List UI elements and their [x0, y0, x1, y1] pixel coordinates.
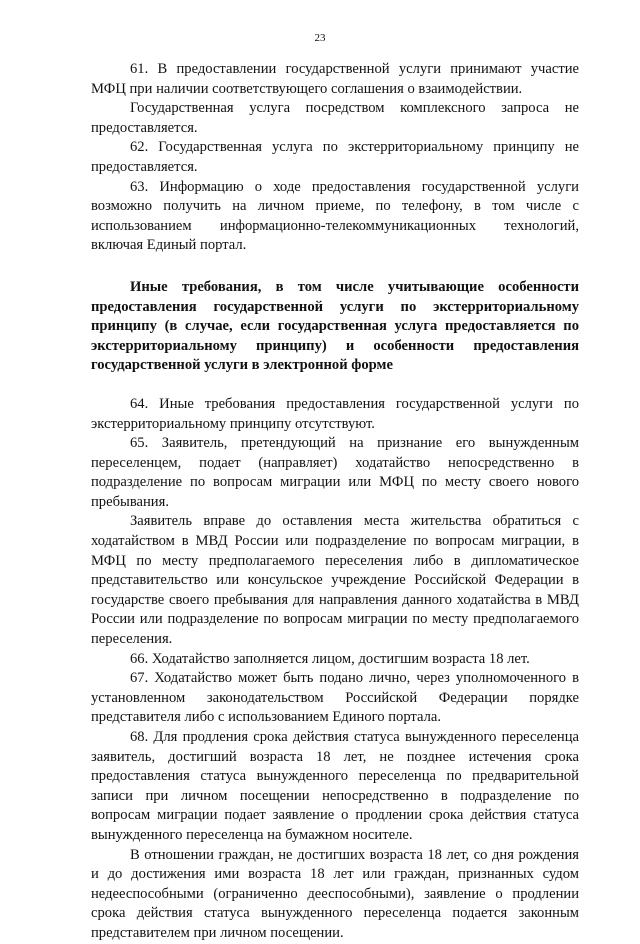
paragraph-68-continuation: В отношении граждан, не достигших возраста 18 лет, со дня рождения и до достижения ими возраста 18 лет или граждан, признанных судом недееспособными (ограниченно дееспособными), заявление о продлении срока действия статуса вынужденного переселенца подается законным представителем при личном посещении.	[91, 846, 579, 941]
paragraph-61: 61. В предоставлении государственной услуги принимают участие МФЦ при наличии соответствующего соглашения о взаимодействии.	[91, 61, 579, 97]
paragraph-65: 65. Заявитель, претендующий на признание его вынужденным переселенцем, подает (направляет) ходатайство непосредственно в подразделение по вопросам миграции или МФЦ по месту своего нового пребывания.	[91, 435, 579, 510]
paragraph-64: 64. Иные требования предоставления государственной услуги по экстерриториальному принципу отсутствуют.	[91, 395, 579, 432]
paragraph-66: 66. Ходатайство заполняется лицом, достигшим возраста 18 лет.	[130, 650, 530, 667]
paragraph-63: 63. Информацию о ходе предоставления государственной услуги возможно получить на личном приеме, по телефону, в том числе с использованием информационно-телекоммуникационных технологий, включая Единый портал.	[91, 178, 579, 254]
paragraph-65-continuation: Заявитель вправе до оставления места жительства обратиться с ходатайством в МВД России или подразделение по вопросам миграции, в МФЦ по месту предполагаемого переселения либо в дипломатическое представительство или консульское учреждение Российской Федерации в государстве своего пребывания для направления данного ходатайства в МВД России или подразделение по вопросам миграции по месту предполагаемого переселения.	[91, 513, 579, 648]
paragraph-complex-request: Государственная услуга посредством комплексного запроса не предоставляется.	[91, 100, 579, 136]
paragraph-67: 67. Ходатайство может быть подано лично, через уполномоченного в установленном законодательством Российской Федерации порядке представителя либо с использованием Единого портала.	[91, 670, 579, 726]
paragraph-68: 68. Для продления срока действия статуса вынужденного переселенца заявитель, достигший возраста 18 лет, не позднее истечения срока предоставления статуса вынужденного переселенца по предварительной записи при личном посещении непосредственно в подразделение по вопросам миграции подает заявление о продлении срока действия статуса вынужденного переселенца на бумажном носителе.	[91, 729, 579, 843]
page-number: 23	[314, 32, 326, 44]
document-body	[91, 60, 579, 944]
paragraph-62: 62. Государственная услуга по экстерриториальному принципу не предоставляется.	[91, 139, 579, 175]
section-heading: Иные требования, в том числе учитывающие особенности предоставления государственной услуги по экстерриториальному принципу (в случае, если государственная услуга предоставляется по экстерриториальному принципу) и особенности предоставления государственной услуги в электронной форме	[91, 278, 579, 374]
